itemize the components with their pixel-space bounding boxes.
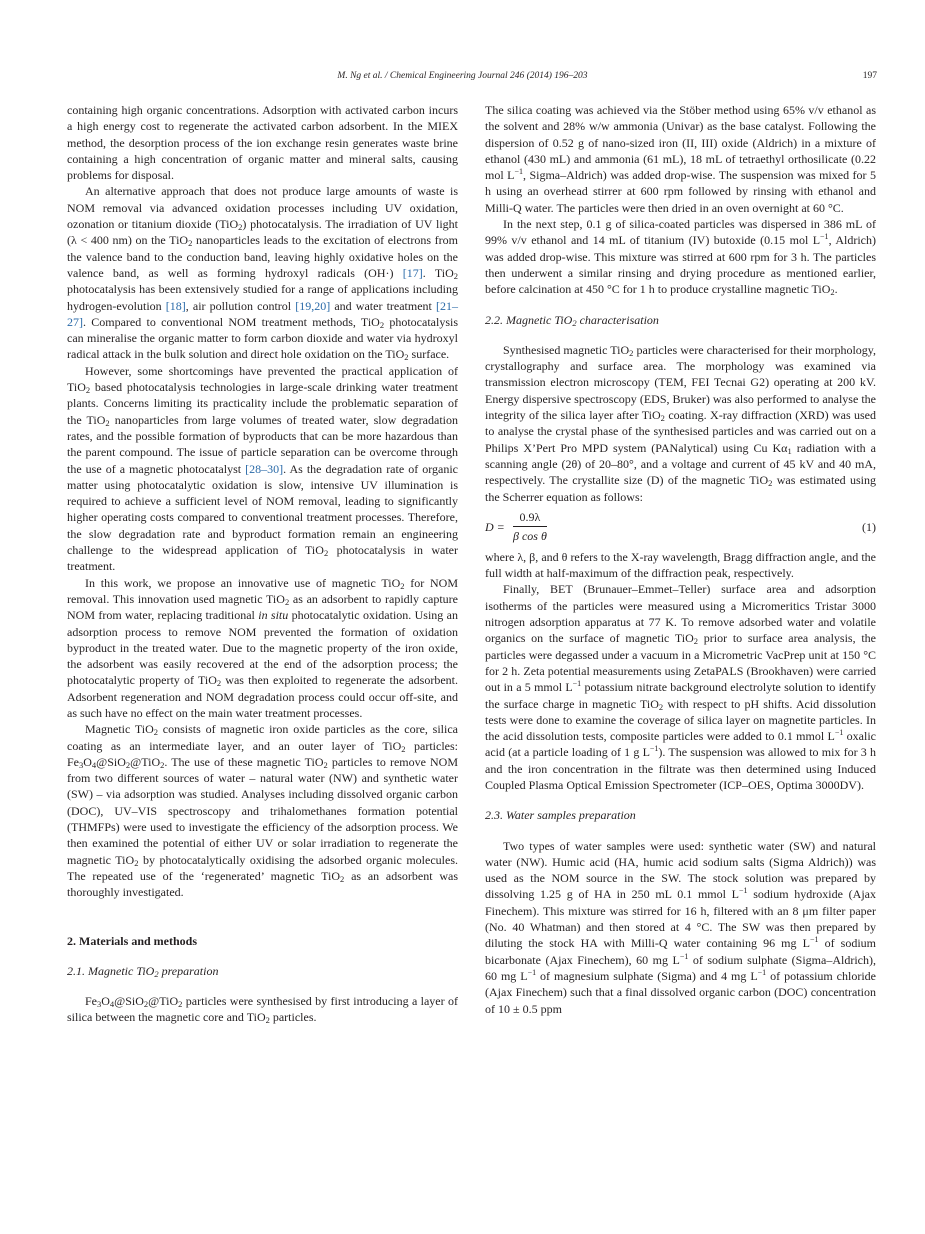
subsection-heading: 2.3. Water samples preparation <box>485 808 636 823</box>
equation-denominator: β cos θ <box>513 529 547 544</box>
equation-fraction <box>513 509 547 545</box>
citation-link[interactable]: [18] <box>165 298 186 313</box>
subsection-heading: 2.1. Magnetic TiO$_2$ preparation <box>67 963 219 979</box>
paragraph: An alternative approach that does not produce large amounts of waste is NOM removal via advanced oxidation processes including UV oxidation, ozonation or titanium dioxide (TiO$_2$) photocatalysis. The irradiation of UV light (λ < 400 nm) on the TiO$_2$ nanoparticles leads to the excitation of electrons from the valence band to the conduction band, leaving highly oxidative holes on the valence band, as well as forming hydroxyl radicals (OH·) [17]. TiO$_2$ photocatalysis has been extensively studied for a range of applications including hydrogen-evolution [18], air pollution control [19,20] and water treatment [21–27]. Compared to conventional NOM treatment methods, TiO$_2$ photocatalysis can mineralise the organic matter to form carbon dioxide and water via hydroxyl radical attack in the bulk solution and direct hole oxidation on the TiO$_2$ surface. <box>67 184 459 363</box>
paragraph: Magnetic TiO$_2$ consists of magnetic iron oxide particles as the core, silica coating as an intermediate layer, and an outer layer of TiO$_2$ particles: $Fe_3O_4@SiO_2@TiO_2$. The use of these magnetic TiO$_2$ particles to remove NOM from two different sources of water – natural water (NW) and synthetic water (SW) – via adsorption was studied. Analyses including dissolved organic carbon (DOC), UV–VIS spectroscopy and trihalomethanes formation potential (THMFPs) were used to investigate the efficiency of the adsorption process. We then examined the potential of either UV or solar irradiation to regenerate the magnetic TiO$_2$ by photocatalytically oxidising the adsorbed organic molecules. The repeated use of the ‘regenerated’ magnetic TiO$_2$ as an adsorbent was thoroughly investigated. <box>67 722 459 900</box>
page-number: 197 <box>862 71 877 81</box>
paragraph: In this work, we propose an innovative use of magnetic TiO$_2$ for NOM removal. This innovation used magnetic TiO$_2$ as an adsorbent to rapidly capture NOM from water, replacing traditional in situ photocatalytic oxidation. Using an adsorption process to remove NOM prevented the formation of oxidation byproduct in the treated water. Due to the magnetic property of the iron oxide, the adsorbent was easily recovered at the end of the adsorption process; the photocatalytic property of TiO$_2$ was then exploited to regenerate the adsorbent. Adsorbent regeneration and NOM degradation process could occur off-site, and as such have no effect on the main water treatment processes. <box>67 575 458 720</box>
subsection-heading: 2.2. Magnetic TiO$_2$ characterisation <box>485 312 659 328</box>
equation-numerator: 0.9λ <box>513 509 547 527</box>
paragraph: However, some shortcomings have prevented the practical application of TiO$_2$ based photocatalysis technologies in large-scale drinking water treatment plants. Concerns limiting its practicality include the problematic separation of the TiO$_2$ nanoparticles from large volumes of treated water, slow degradation rates, and the possible formation of byproducts that can be more hazardous than the parent compound. The issue of particle separation can be overcome through the use of a magnetic photocatalyst [28–30]. As the degradation rate of organic matter using photocatalytic oxidation is slow, intensive UV illumination is required to achieve a sufficient level of NOM removal, leading to significantly higher operating costs compared to conventional treatment processes. Therefore, the slow degradation rate and byproduct formation remain an engineering challenge to the widespread application of TiO$_2$ photocatalysis in water treatment. <box>67 363 458 574</box>
equation-number: (1) <box>862 519 876 534</box>
paragraph: $Fe_3O_4@SiO_2@TiO_2$ particles were synthesised by first introducing a layer of silica between the magnetic core and TiO$_2$ particles. <box>67 994 458 1026</box>
paragraph: Synthesised magnetic TiO$_2$ particles were characterised for their morphology, crystallography and surface area. The morphology was examined via transmission electron microscopy (TEM, FEI Tecnai G2) operating at 200 kV. Energy dispersive spectroscopy (EDS, Bruker) was also performed to analyse the integrity of the silica layer after TiO$_2$ coating. X-ray diffraction (XRD) was used to analyse the crystal phase of the synthesised particles and was carried out on a Philips X’Pert Pro MPD system (PANalytical) using Cu $K\alpha_1$ radiation with a scanning angle (2θ) of 20–80°, and a voltage and current of 45 kV and 40 mA, respectively. The crystallite size (D) of the magnetic TiO$_2$ was estimated using the Scherrer equation as follows: <box>485 342 877 504</box>
paragraph: where λ, β, and θ refers to the X-ray wavelength, Bragg diffraction angle, and the full width at half-maximum of the diffraction peak, respectively. <box>485 549 876 581</box>
left-column <box>67 102 458 1026</box>
scherrer-equation <box>485 509 876 545</box>
citation-link[interactable]: [19,20] <box>295 298 331 313</box>
citation-link[interactable]: [28–30] <box>245 461 284 476</box>
paragraph: containing high organic concentrations. Adsorption with activated carbon incurs a high energy cost to regenerate the activated carbon adsorbent. In the MIEX method, the desorption process of the ion exchange resin generates waste brine containing a high concentration of organic matter and mineral salts, causing problems for disposal. <box>67 103 458 183</box>
citation-link[interactable]: [17] <box>402 265 423 280</box>
right-column <box>485 102 876 1017</box>
citation-link[interactable]: [21–27] <box>67 298 458 329</box>
running-head-title: M. Ng et al. / Chemical Engineering Journal 246 (2014) 196–203 <box>337 71 588 81</box>
paragraph: The silica coating was achieved via the Stöber method using 65% v/v ethanol as the solvent and 28% w/w ammonia (Univar) as the base catalyst. Following the dispersion of 0.52 g of nano-sized iron (II, III) oxide (Aldrich) in a mixture of ethanol (430 mL) and ammonia (61 mL), 18 mL of tetraethyl orthosilicate (0.22 mol $L^{-1}$, Sigma–Aldrich) was added drop-wise. The suspension was mixed for 5 h using an overhead stirrer at 600 rpm followed by rinsing with ethanol and Milli-Q water. The particles were then dried in an oven overnight at 60 °C. <box>485 103 876 215</box>
section-heading: 2. Materials and methods <box>67 933 197 948</box>
paragraph: Two types of water samples were used: synthetic water (SW) and natural water (NW). Humic acid (HA, humic acid sodium salts (Sigma Aldrich)) was used as the NOM source in the SW. The stock solution was prepared by dissolving 1.25 g of HA in 250 mL 0.1 mmol $L^{-1}$ sodium hydroxide (Ajax Finechem). This mixture was stirred for 16 h, filtered with an 8 μm filter paper (No. 40 Whatman) and then stored at 4 °C. The SW was then prepared by diluting the stock HA with Milli-Q water containing 96 mg $L^{-1}$ of sodium bicarbonate (Ajax Finechem), 60 mg $L^{-1}$ of sodium sulphate (Sigma–Aldrich), 60 mg $L^{-1}$ of magnesium sulphate (Sigma) and 4 mg $L^{-1}$ of potassium chloride (Ajax Finechem) such that a final dissolved organic carbon (DOC) concentration of 10 ± 0.5 ppm <box>485 838 877 1016</box>
equation-lhs: D = <box>485 519 505 534</box>
paragraph: In the next step, 0.1 g of silica-coated particles was dispersed in 386 mL of 99% v/v ethanol and 14 mL of titanium (IV) butoxide (0.15 mol $L^{-1}$, Aldrich) was added drop-wise. This mixture was stirred at 600 rpm for 3 h. The particles then underwent a similar rinsing and drying procedure as mentioned earlier, before calcination at 450 °C for 1 h to produce crystalline magnetic TiO$_2$. <box>485 217 876 298</box>
paragraph: Finally, BET (Brunauer–Emmet–Teller) surface area and adsorption isotherms of the particles were measured using a Micromeritics Tristar 3000 nitrogen adsorption apparatus at 77 K. To remove adsorbed water and volatile organics on the surface of magnetic TiO$_2$ prior to surface area analysis, the particles were degassed under a vacuum in a Micrometric VacPrep unit at 150 °C for 2 h. Zeta potential measurements using ZetaPALS (Brookhaven) were carried out in a 5 mmol $L^{-1}$ potassium nitrate background electrolyte solution to identify the surface charge in magnetic TiO$_2$ with respect to pH shifts. Acid dissolution tests were done to examine the coverage of silica layer on magnetite particles. In the acid dissolution tests, composite particles were added to 0.1 mmol $L^{-1}$ oxalic acid (at a particle loading of 1 g $L^{-1}$). The suspension was allowed to mix for 3 h and the iron concentration in the filtrate was then determined using Induced Coupled Plasma Optical Emission Spectrometer (ICP–OES, Optima 3000DV). <box>485 582 877 792</box>
running-header <box>0 71 925 87</box>
